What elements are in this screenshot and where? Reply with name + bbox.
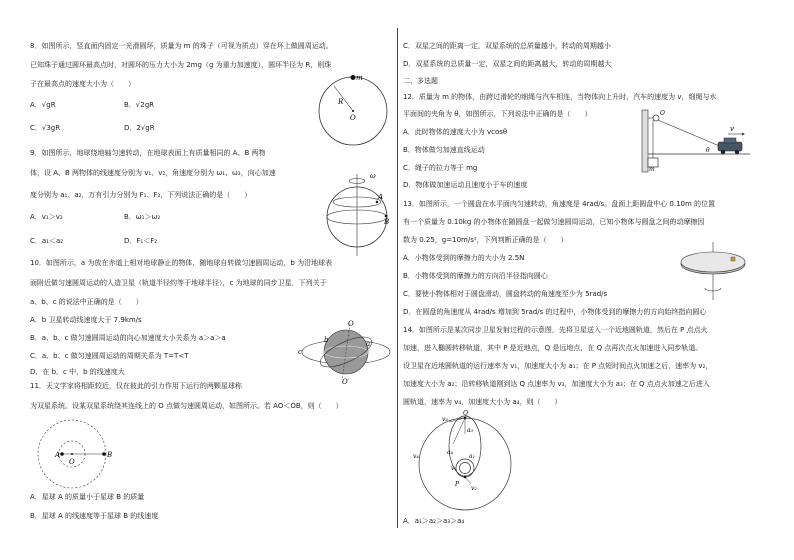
q11-option-b: B．星球 A 的线速度等于星球 B 的线速度 — [30, 512, 159, 520]
q14-figure-label-v2: v₂ — [471, 485, 477, 492]
q8-figure-label-r: R — [338, 98, 344, 106]
q10-figure-label-c: c — [298, 348, 302, 356]
q12-option-d: D．物体做加速运动且速度小于车的速度 — [403, 181, 528, 189]
q12-stem-line1: 12．质量为 m 的物体，由跨过滑轮的细绳与汽车相连，当物体向上升时，汽车的速度为 v，细绳与水 — [403, 93, 717, 101]
q12-figure-label-theta: θ — [706, 147, 710, 154]
q13-option-c: C．要使小物体相对于圆盘滑动，圆盘转动的角速度至少为 5rad/s — [403, 290, 608, 298]
q14-stem-line2: 加速，进入椭圆转移轨道，其中 P 是近地点，Q 是远地点，在 Q 点再次点火加速进入同步轨道。 — [403, 344, 703, 352]
q8-ring-figure — [316, 74, 390, 148]
q11-option-c: C．双星之间的距离一定，双星系统的总质量越小，转动的周期越小 — [403, 42, 611, 50]
q9-stem-line2: 体，设 A、B 两物体的线速度分别为 v₁、v₂，角速度分别为 ω₁、ω₂，向心加速 — [30, 169, 276, 177]
q12-stem-line2: 平面间的夹角为 θ，如图所示，下列说法中正确的是（ ） — [403, 110, 592, 118]
q11-stem-line1: 11．天文学家将相距较近，仅在彼此的引力作用下运行的两颗星球称 — [30, 382, 242, 390]
q12-option-b: B．物体做匀加速直线运动 — [403, 146, 485, 154]
q12-figure-label-m: m — [649, 166, 655, 173]
q8-stem-line3: 子在最高点的速度大小为（ ） — [30, 80, 135, 88]
q14-figure-label-a4: a₄ — [447, 449, 453, 456]
left-column — [0, 0, 396, 560]
q14-stem-line4: 加速度大小为 a₂；沿转移轨道刚到达 Q 点速率为 v₃，加速度大小为 a₃；在 Q 点点火加速之后进入 — [403, 380, 710, 388]
q8-stem-line2: 已知珠子通过圆环最高点时，对圆环的压力大小为 2mg（g 为重力加速度），圆环半径为 R，则珠 — [30, 61, 332, 69]
q8-figure-label-o: O — [350, 114, 356, 122]
q11-figure-label-o: O — [69, 458, 75, 466]
q10-option-d: D．在 b、c 中，b 的线速度大 — [30, 368, 125, 376]
q14-figure-label-a3: a₃ — [467, 427, 473, 434]
q12-pulley-figure — [632, 108, 752, 172]
q14-orbit-figure — [409, 408, 519, 512]
q11-binary-star-figure — [38, 418, 122, 492]
q12-option-a: A．此时物体的速度大小为 vcosθ — [403, 128, 508, 136]
q9-option-d: D．F₁＜F₂ — [124, 237, 158, 245]
q8-option-b: B．√2gR — [124, 101, 155, 109]
q8-figure-label-m: m — [356, 74, 363, 82]
q12-figure-label-o: O — [660, 110, 665, 117]
q11-figure-label-a: A — [55, 451, 61, 459]
q9-option-a: A．v₁＞v₂ — [30, 213, 63, 221]
q12-option-c: C．绳子的拉力等于 mg — [403, 164, 478, 172]
q8-option-c: C．√3gR — [30, 124, 61, 132]
q14-stem-line5: 圆轨道，速率为 v₄，加速度大小为 a₄，则（ ） — [403, 398, 562, 406]
q12-figure-label-v: v — [730, 125, 734, 133]
q11-option-d: D．双星系统的总质量一定，双星之间的距离越大，转动的周期越大 — [403, 60, 612, 68]
q10-stem-line3: a、b、c 的说法中正确的是（ ） — [30, 298, 143, 306]
q10-option-b: B．a、b、c 做匀速圆周运动的向心加速度大小关系为 a＞a＞a — [30, 334, 226, 342]
q10-figure-label-o-prime: O′ — [342, 378, 350, 386]
q11-option-a: A．星球 A 的质量小于星球 B 的质量 — [30, 493, 145, 501]
q14-option-a: A．a₁＞a₂＞a₃＞a₄ — [403, 517, 465, 525]
q10-option-a: A．b 卫星转动线速度大于 7.9km/s — [30, 316, 142, 324]
q11-stem-line2: 为双星系统。设某双星系统绕其连线上的 O 点做匀速圆周运动，如图所示。若 AO＜OB，则（ ） — [30, 402, 343, 410]
q8-option-a: A．√gR — [30, 101, 56, 109]
q9-figure-label-b: B — [384, 218, 390, 226]
q14-figure-label-v4: v₄ — [413, 453, 419, 460]
q8-option-d: D．2√gR — [124, 124, 155, 132]
q14-figure-label-v1: v₁ — [451, 465, 457, 472]
q14-figure-label-v3: v₃ — [442, 416, 448, 423]
q10-satellite-figure — [296, 318, 394, 384]
q10-figure-label-o: O — [348, 320, 354, 328]
q13-option-a: A．小物体受到的摩擦力的大小为 2.5N — [403, 254, 525, 262]
q13-turntable-figure — [679, 240, 751, 302]
q10-option-c: C．a、b、c 做匀速圆周运动的周期关系为 T=T<T — [30, 352, 189, 360]
q10-stem-line2: 面附近做匀速圆周运动的人造卫星（轨道半径约等于地球半径），c 为地球的同步卫星．下列关于 — [30, 279, 327, 287]
q14-figure-label-a1: a₁ — [469, 453, 475, 460]
column-divider — [397, 28, 398, 528]
q13-stem-line1: 13．如图所示，一个圆盘在水平面内匀速转动，角速度是 4rad/s。盘面上距圆盘中心 0.10m 的位置 — [403, 200, 716, 208]
section-multiple-choice-heading: 二、多选题 — [403, 77, 438, 85]
right-column — [399, 0, 794, 560]
q8-stem-line1: 8．如图所示，竖直面内固定一光滑圆环，质量为 m 的珠子（可视为质点）穿在环上做圆周运动。 — [30, 42, 333, 50]
q9-stem-line1: 9．如图所示，地球绕地轴匀速转动，在地球表面上有质量相同的 A、B 两物 — [30, 149, 266, 157]
q13-option-b: B．小物体受到的摩擦力的方向沿半径指向圆心 — [403, 272, 548, 280]
q11-figure-label-b: B — [107, 451, 113, 459]
q14-figure-label-p: P — [455, 481, 460, 488]
q13-stem-line3: 数为 0.25，g=10m/s²，下列判断正确的是（ ） — [403, 236, 568, 244]
q13-option-d: D．在圆盘的角速度从 4rad/s 增加到 5rad/s 的过程中，小物体受到的摩擦力的方向始终指向圆心 — [403, 308, 707, 316]
q9-stem-line3: 度分别为 a₁、a₂，万有引力分别为 F₁、F₂，下列说法正确的是（ ） — [30, 191, 252, 199]
q10-figure-label-a: a — [366, 340, 371, 348]
q9-option-b: B．ω₁＞ω₂ — [124, 213, 161, 221]
q9-figure-label-omega: ω — [370, 172, 376, 180]
q10-stem-line1: 10．如图所示，a 为放在赤道上相对地球静止的物体，随地球自转做匀速圆周运动，b 为沿地球表 — [30, 259, 333, 267]
q14-figure-label-q: Q — [463, 410, 468, 417]
q14-stem-line3: 设卫星在近地圆轨道的运行速率为 v₁，加速度大小为 a₁；在 P 点短时间点火加速之后，速率为 v₂， — [403, 362, 713, 370]
q9-figure-label-a: A — [378, 193, 384, 201]
q10-figure-label-b: b — [324, 336, 329, 344]
q9-earth-figure — [322, 172, 392, 258]
q9-option-c: C．a₁＜a₂ — [30, 237, 64, 245]
q13-stem-line2: 有一个质量为 0.10kg 的小物体在随圆盘一起做匀速圆周运动，已知小物体与圆盘之间的动摩擦因 — [403, 218, 705, 226]
q14-stem-line1: 14．如图所示是某次同步卫星发射过程的示意图，先将卫星送入一个近地圆轨道，然后在 P 点点火 — [403, 326, 708, 334]
